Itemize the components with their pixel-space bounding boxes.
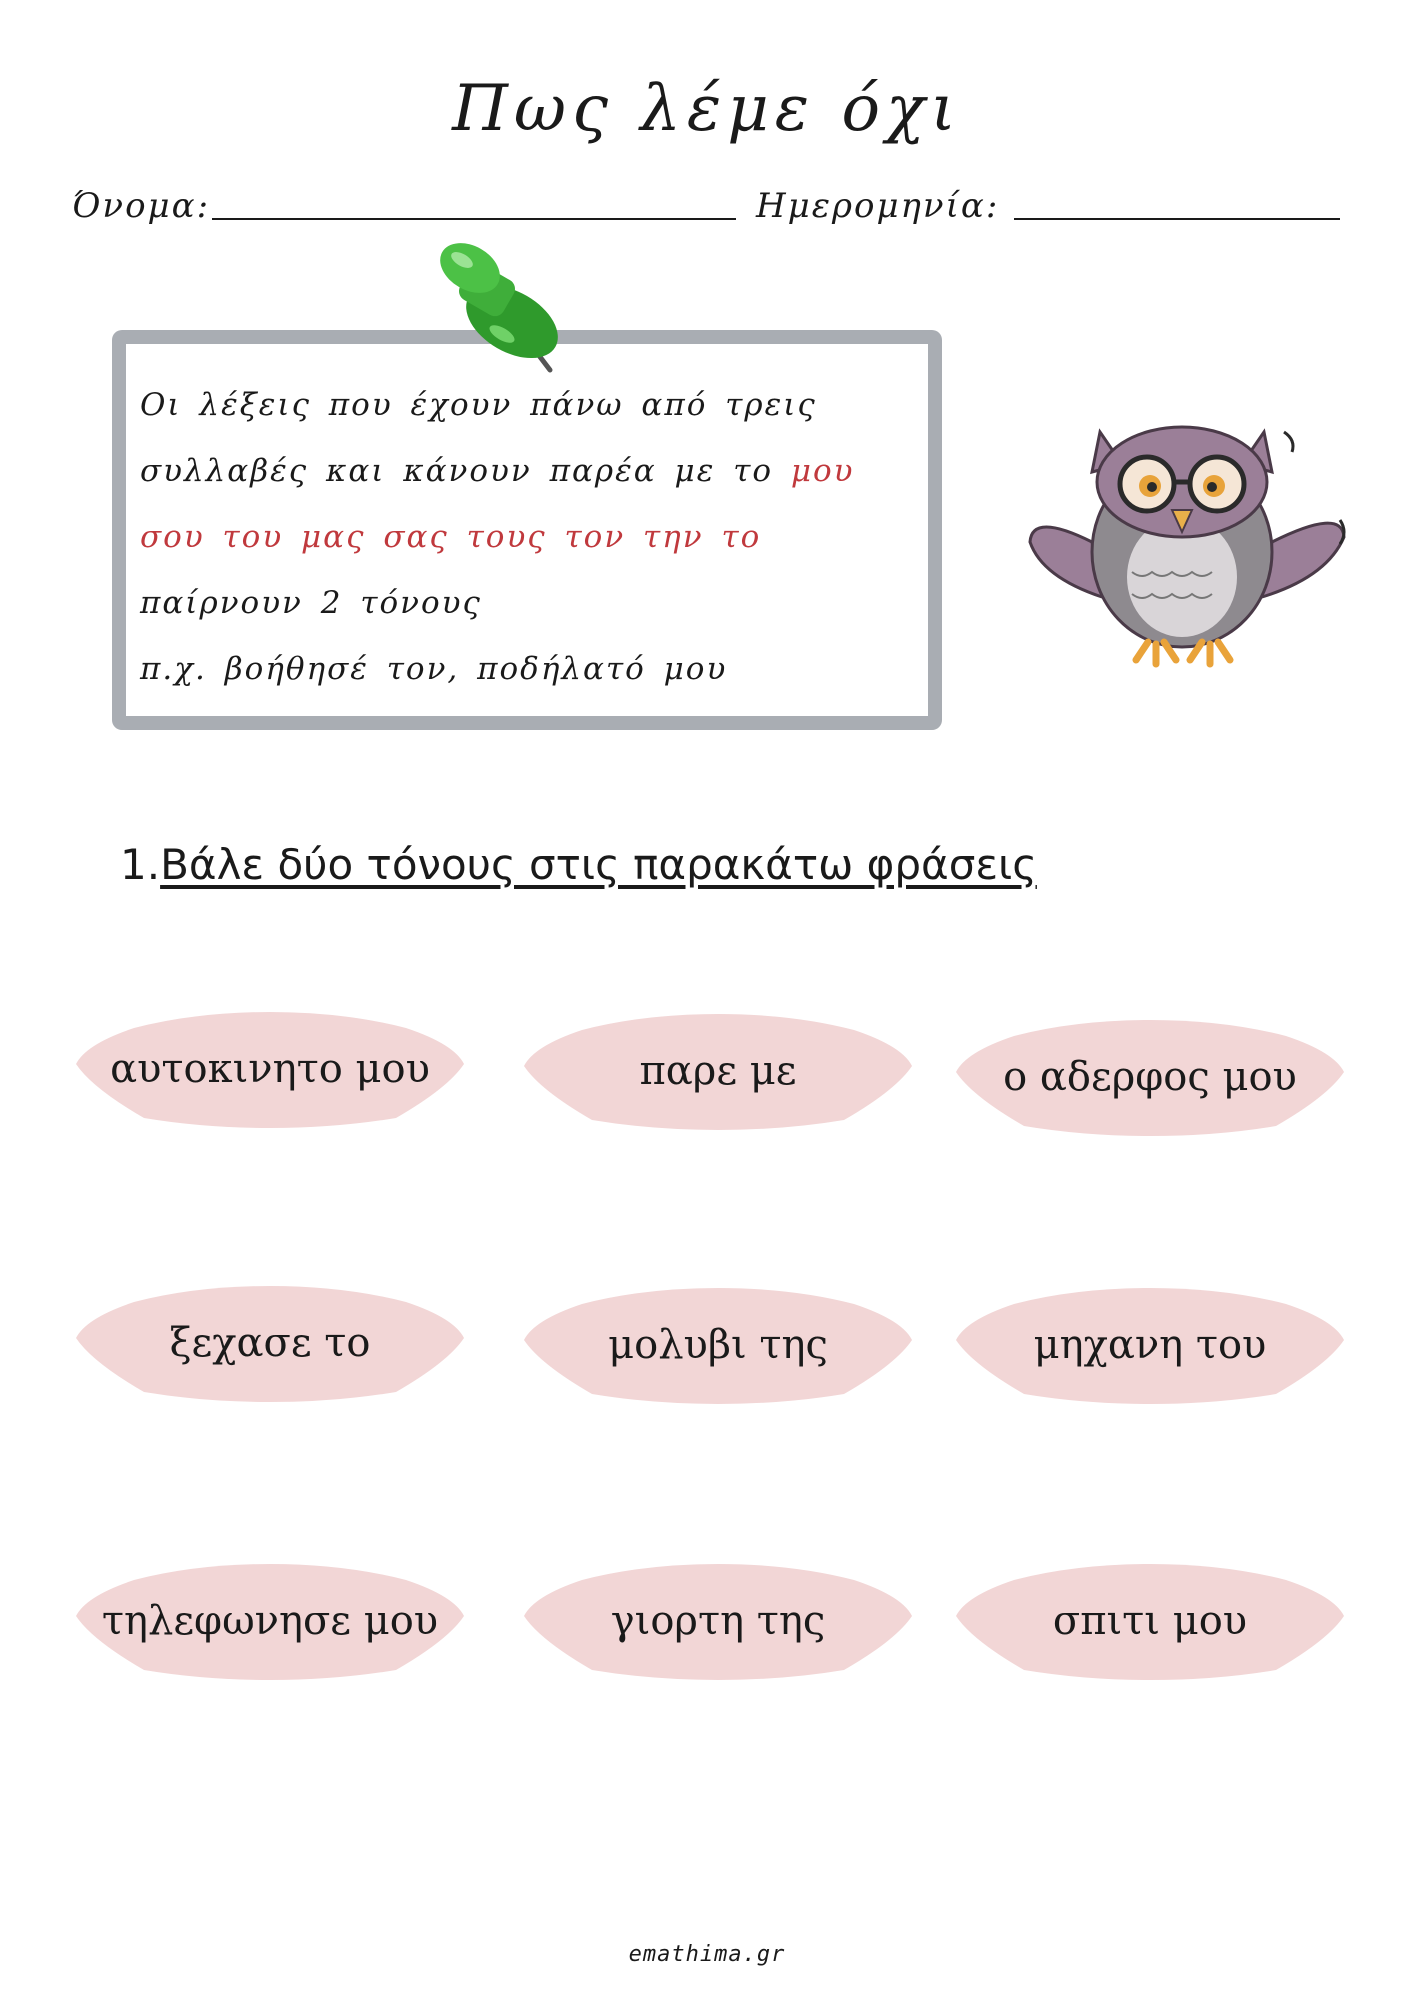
phrase-text: αυτοκινητο μου [110,1046,430,1092]
phrase-text: ο αδερφος μου [1003,1054,1297,1100]
page-title: Πως λέμε όχι [452,72,962,146]
phrase-card [524,1562,912,1680]
exercise-heading [120,840,1037,889]
owl-illustration [1022,402,1352,672]
phrase-card [524,1012,912,1130]
rule-line-5-example: π.χ. βοήθησέ τον, ποδήλατό μου [140,651,728,687]
rule-text [140,372,930,702]
phrase-card [524,1286,912,1404]
rule-line-4: παίρνουν 2 τόνους [140,585,482,621]
phrase-card [956,1286,1344,1404]
rule-line-3-pronouns: σου του μας σας τους τον την το [140,519,762,555]
rule-highlight-mou: μου [790,453,855,489]
date-label: Ημερομηνία: [756,186,1000,226]
phrase-text: σπιτι μου [1052,1598,1248,1644]
phrase-card [76,1562,464,1680]
footer-site: emathima.gr [628,1942,786,1967]
phrase-text: παρε με [639,1048,797,1094]
pushpin-icon [432,240,572,380]
name-line [212,218,736,220]
phrase-card [76,1010,464,1128]
phrase-text: γιορτη της [610,1598,826,1644]
rule-line-2 [140,438,930,504]
phrase-text: ξεχασε το [169,1320,371,1366]
phrase-text: μολυβι της [608,1322,828,1368]
date-line [1014,218,1340,220]
phrase-text: τηλεφωνησε μου [101,1598,439,1644]
phrase-card [956,1018,1344,1136]
phrase-card [956,1562,1344,1680]
rule-line-1: Οι λέξεις που έχουν πάνω από τρεις [140,387,817,423]
exercise-instruction: Βάλε δύο τόνους στις παρακάτω φράσεις [160,840,1037,889]
phrase-text: μηχανη του [1033,1322,1267,1368]
exercise-number: 1. [120,840,161,889]
name-label: Όνομα: [72,186,211,226]
phrase-card [76,1284,464,1402]
rule-line-2-text: συλλαβές και κάνουν παρέα με το [140,453,774,489]
